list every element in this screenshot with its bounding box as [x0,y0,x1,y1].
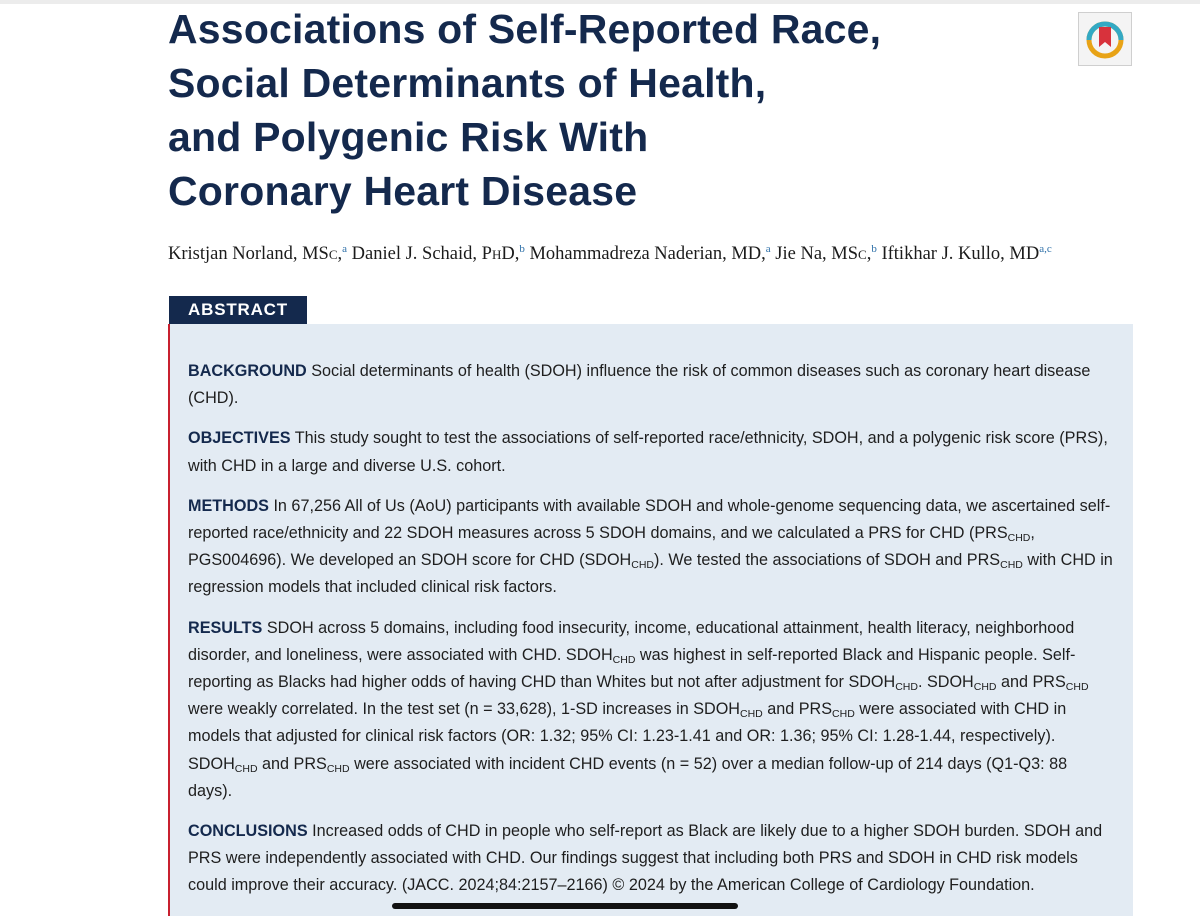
author-degree: MD [731,244,762,264]
abstract-body [188,358,1113,913]
title-line: and Polygenic Risk With [168,114,649,160]
author-degree: MD [1009,244,1040,264]
author: Daniel J. Schaid, PhD,$^b$ [347,243,525,264]
section-text: Social determinants of health (SDOH) influence the risk of common diseases such as coronary heart disease (CHD). [188,362,1091,408]
article-title [168,2,1068,218]
abstract-label: ABSTRACT [169,296,307,324]
section-heading: OBJECTIVES [188,429,291,448]
section-heading: RESULTS [188,618,263,637]
author: Jie Na, MSc,$^b$ [770,243,877,264]
author-degree: PhD [481,244,515,264]
section-text: Increased odds of CHD in people who self-report as Black are likely due to a higher SDOH burden. SDOH and PRS were independently associated with CHD. Our findings suggest that including both PRS and SDOH in CHD risk models could improve their accuracy. (JACC. 2024;84:2157–2166) © 2024 by the American College of Cardiology Foundation. [188,822,1103,895]
section-text: In 67,256 All of Us (AoU) participants with available SDOH and whole-genome sequencing data, we ascertained self-reported race/ethnicity and 22 SDOH measures across 5 SDOH domains, and we calculated a PRS for CHD ($PRS_{CHD}$, PGS004696). We developed an SDOH score for CHD $(SDOH_{CHD})$. We tested the associations of SDOH and $PRS_{CHD}$ with CHD in regression models that included clinical risk factors. [188,496,1113,597]
author-degree: MSc [831,244,867,264]
affiliation-link[interactable]: b [519,243,525,255]
author: Iftikhar J. Kullo, MD$^{a,c}$ [876,243,1052,264]
affiliation-link[interactable]: a [342,243,348,255]
abstract-accent-rule [168,324,170,916]
section-text: SDOH across 5 domains, including food insecurity, income, educational attainment, health literacy, neighborhood disorder, and loneliness, were associated with CHD. $SDOH_{CHD}$ was highest in self-reported Black and Hispanic people. Self-reporting as Blacks had higher odds of having CHD than Whites but not after adjustment for $SDOH_{CHD}$. $SDOH_{CHD}$ and $PRS_{CHD}$ were weakly correlated. In the test set (n = 33,628), 1-SD increases in $SDOH_{CHD}$ and $PRS_{CHD}$ were associated with CHD in models that adjusted for clinical risk factors (OR: 1.32; 95% CI: 1.23-1.41 and OR: 1.36; 95% CI: 1.28-1.44, respectively). $SDOH_{CHD}$ and $PRS_{CHD}$ were associated with incident CHD events (n = 52) over a median follow-up of 214 days (Q1-Q3: 88 days). [188,618,1089,800]
title-line: Associations of Self-Reported Race, [168,6,882,52]
abstract-section-methods [188,493,1113,602]
section-heading: METHODS [188,496,269,515]
author-degree: MSc [302,244,338,264]
abstract-section-objectives [188,425,1113,479]
section-heading: BACKGROUND [188,362,307,380]
affiliation-link[interactable]: a [765,243,771,255]
abstract-section-conclusions [188,818,1113,900]
affiliation-link[interactable]: a,c [1039,243,1052,255]
title-line: Coronary Heart Disease [168,168,638,214]
abstract-section-results [188,615,1113,805]
home-indicator-bar[interactable] [392,903,738,909]
author: Mohammadreza Naderian, MD,$^a$ [524,243,771,264]
author: Kristjan Norland, MSc,$^a$ [168,243,348,264]
title-line: Social Determinants of Health, [168,60,767,106]
crossmark-icon[interactable] [1078,12,1132,66]
affiliation-link[interactable]: b [871,243,877,255]
crossmark-badge-icon [1079,13,1131,65]
section-heading: CONCLUSIONS [188,822,308,841]
abstract-section-background [188,358,1113,412]
author-list [168,244,1052,265]
section-text: This study sought to test the associations of self-reported race/ethnicity, SDOH, and a polygenic risk score (PRS), with CHD in a large and diverse U.S. cohort. [188,429,1108,475]
